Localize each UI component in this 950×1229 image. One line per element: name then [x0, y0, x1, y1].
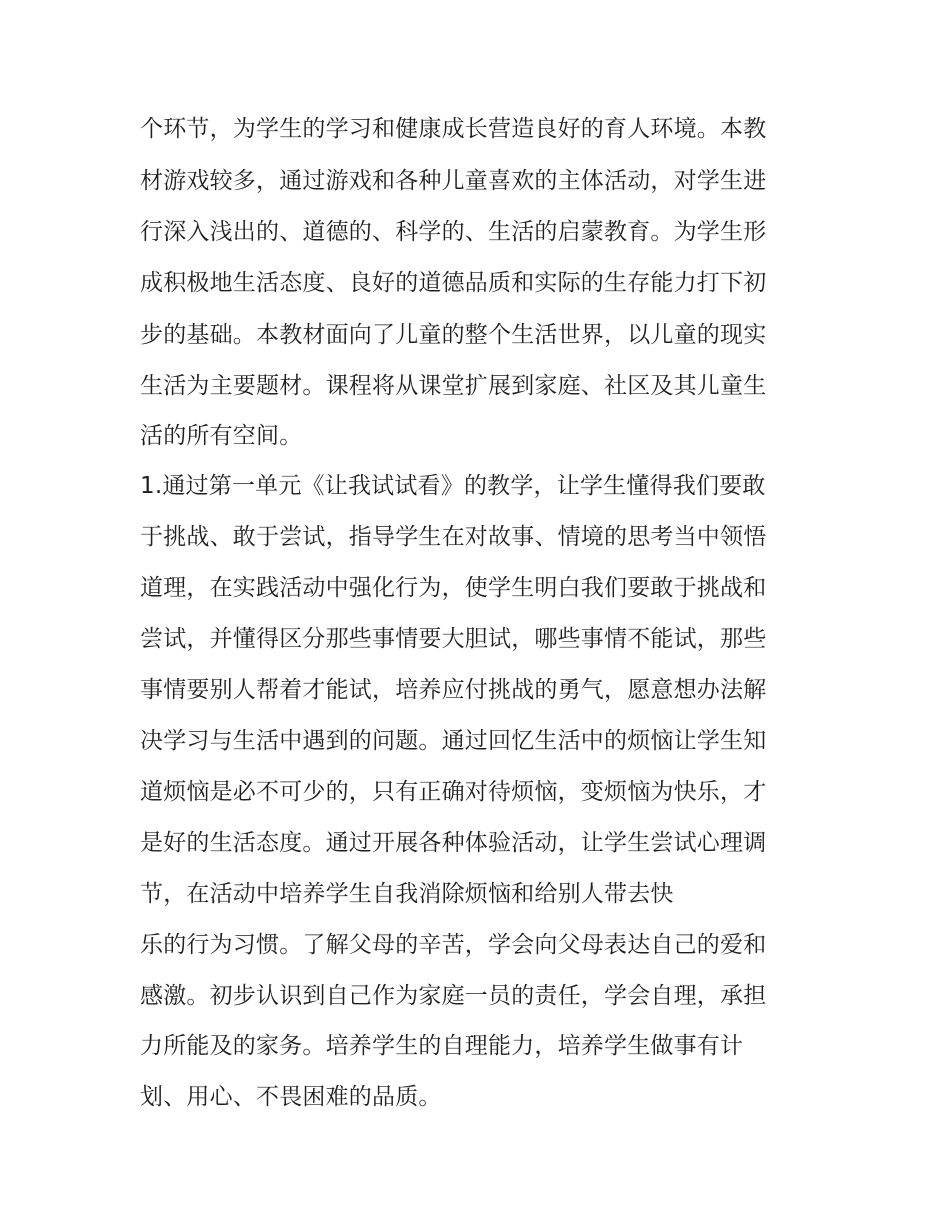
text-line-19: 力所能及的家务。培养学生的自理能力，培养学生做事有计: [140, 1033, 744, 1059]
text-line-6: 生活为主要题材。课程将从课堂扩展到家庭、社区及其儿童生: [140, 373, 767, 399]
text-line-8: 1.通过第一单元《让我试试看》的教学，让学生懂得我们要敢: [140, 473, 766, 499]
text-line-15: 是好的生活态度。通过开展各种体验活动，让学生尝试心理调: [140, 830, 767, 856]
text-line-4: 成积极地生活态度、良好的道德品质和实际的生存能力打下初: [140, 270, 767, 296]
text-line-5: 步的基础。本教材面向了儿童的整个生活世界，以儿童的现实: [140, 322, 767, 348]
text-line-3: 行深入浅出的、道德的、科学的、生活的启蒙教育。为学生形: [140, 219, 767, 245]
text-line-2: 材游戏较多，通过游戏和各种儿童喜欢的主体活动，对学生进: [140, 168, 767, 194]
text-line-11: 尝试，并懂得区分那些事情要大胆试，哪些事情不能试，那些: [140, 626, 767, 652]
text-line-14: 道烦恼是必不可少的，只有正确对待烦恼，变烦恼为快乐，才: [140, 779, 767, 805]
text-line-16: 节，在活动中培养学生自我消除烦恼和给别人带去快: [140, 881, 674, 907]
text-line-20: 划、用心、不畏困难的品质。: [140, 1084, 442, 1110]
text-line-7: 活的所有空间。: [140, 423, 303, 449]
text-line-9: 于挑战、敢于尝试，指导学生在对故事、情境的思考当中领悟: [140, 524, 767, 550]
text-line-12: 事情要别人帮着才能试，培养应付挑战的勇气，愿意想办法解: [140, 677, 767, 703]
text-line-13: 决学习与生活中遇到的问题。通过回忆生活中的烦恼让学生知: [140, 728, 767, 754]
text-line-10: 道理，在实践活动中强化行为，使学生明白我们要敢于挑战和: [140, 575, 767, 601]
text-line-1: 个环节，为学生的学习和健康成长营造良好的育人环境。本教: [140, 116, 767, 142]
text-line-18: 感激。初步认识到自己作为家庭一员的责任，学会自理，承担: [140, 983, 767, 1009]
text-line-17: 乐的行为习惯。了解父母的辛苦，学会向父母表达自己的爱和: [140, 932, 767, 958]
